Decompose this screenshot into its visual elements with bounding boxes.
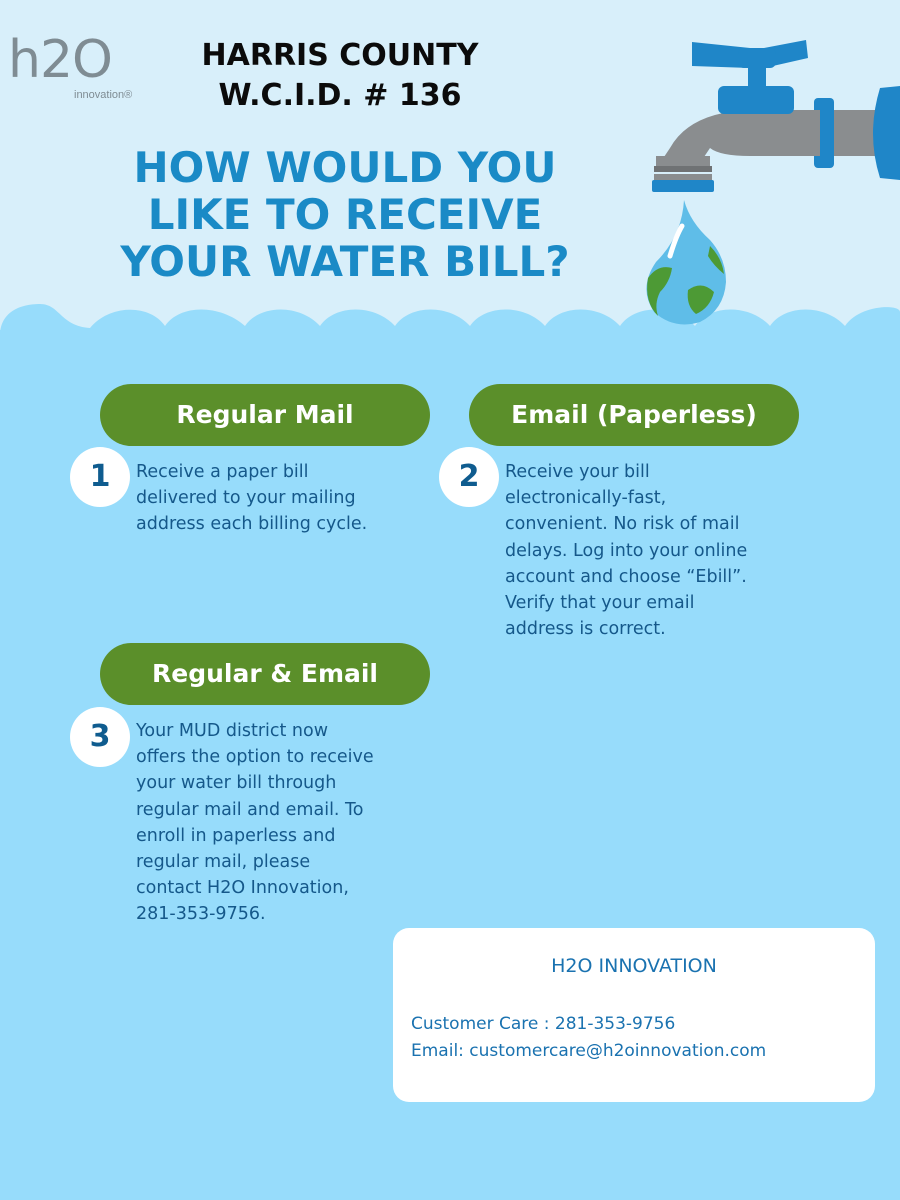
description-line: your water bill through	[136, 773, 337, 794]
customer-care-phone[interactable]: Customer Care : 281-353-9756	[411, 1014, 676, 1034]
headline-line: HOW WOULD YOU	[133, 143, 557, 192]
description-line: contact H2O Innovation,	[136, 878, 349, 899]
description-line: enroll in paperless and	[136, 825, 336, 846]
description-line: Your MUD district now	[136, 721, 329, 741]
option-number-1: 1	[70, 447, 130, 507]
faucet-icon	[630, 30, 900, 335]
option-number-3: 3	[70, 707, 130, 767]
description-line: offers the option to receive	[136, 747, 374, 768]
logo-wordmark: h2O	[8, 30, 112, 90]
option-title-regular-mail: Regular Mail	[100, 384, 430, 446]
description-line: regular mail and email. To	[136, 799, 364, 820]
option-description-regular-and-email	[136, 718, 406, 928]
option-title-email-paperless: Email (Paperless)	[469, 384, 799, 446]
option-number-2: 2	[439, 447, 499, 507]
description-line: convenient. No risk of mail	[505, 514, 740, 535]
description-line: electronically-fast,	[505, 488, 667, 509]
contact-card	[393, 928, 875, 1102]
description-line: address each billing cycle.	[136, 514, 368, 535]
description-line: account and choose “Ebill”.	[505, 566, 747, 587]
county-title-line: W.C.I.D. # 136	[218, 78, 462, 113]
headline-line: LIKE TO RECEIVE	[147, 190, 543, 239]
headline-line: YOUR WATER BILL?	[120, 237, 570, 286]
option-title-regular-and-email: Regular & Email	[100, 643, 430, 705]
logo-tagline: innovation®	[74, 89, 133, 101]
description-line: Receive your bill	[505, 462, 650, 482]
customer-care-email[interactable]: Email: customercare@h2oinnovation.com	[411, 1041, 767, 1061]
description-line: address is correct.	[505, 619, 666, 640]
description-line: delays. Log into your online	[505, 540, 748, 561]
option-description-regular-mail	[136, 459, 406, 538]
description-line: 281-353-9756.	[136, 904, 266, 925]
contact-title: H2O INNOVATION	[551, 955, 717, 977]
county-title-line: HARRIS COUNTY	[201, 38, 479, 73]
page-headline	[90, 144, 600, 285]
county-title	[190, 36, 490, 116]
description-line: regular mail, please	[136, 852, 311, 873]
h2o-innovation-logo	[8, 30, 163, 104]
option-description-email-paperless	[505, 459, 775, 642]
water-drop-globe-icon	[646, 200, 726, 324]
description-line: Verify that your email	[505, 593, 695, 614]
description-line: delivered to your mailing	[136, 488, 356, 509]
description-line: Receive a paper bill	[136, 462, 309, 482]
